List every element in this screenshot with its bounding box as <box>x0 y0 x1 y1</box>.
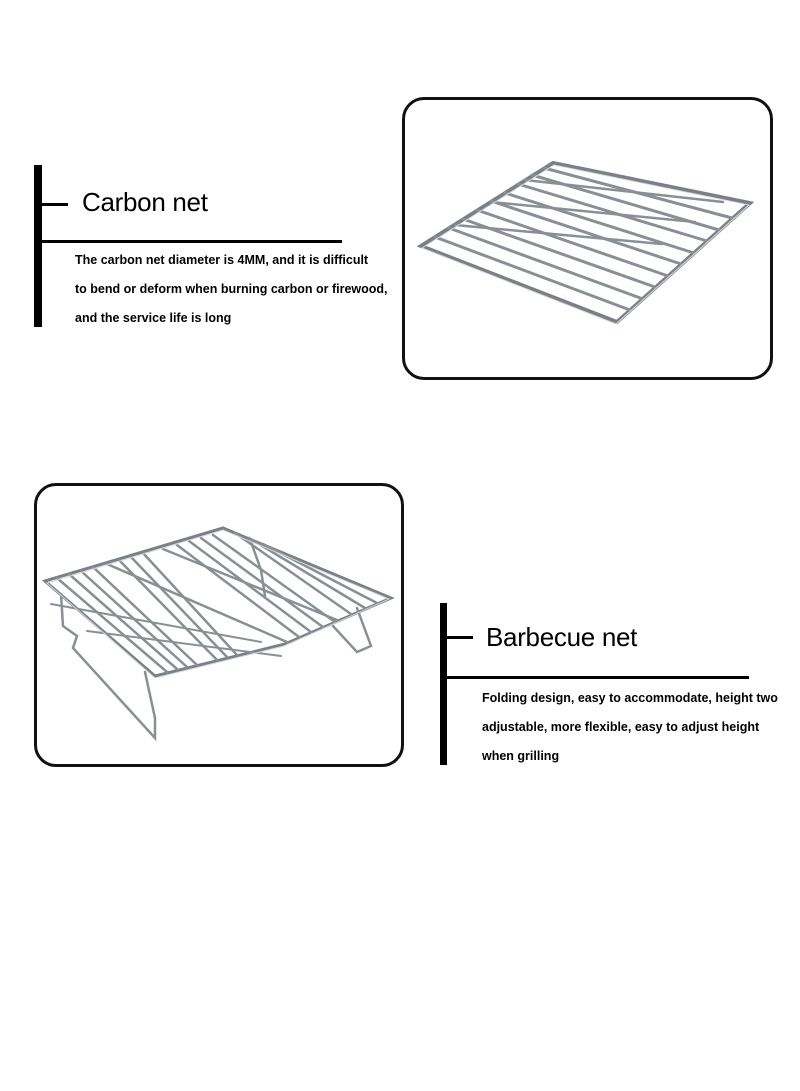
barbecue-net-description <box>482 684 778 771</box>
barbecue-net-underline <box>447 676 749 679</box>
carbon-net-image-frame <box>402 97 773 380</box>
carbon-net-description-line: to bend or deform when burning carbon or firewood, <box>75 282 388 296</box>
square-grill-grate-icon <box>405 100 770 377</box>
carbon-net-underline <box>42 240 342 243</box>
barbecue-net-description-line: adjustable, more flexible, easy to adjust height <box>482 720 760 734</box>
barbecue-net-description-line: when grilling <box>482 749 560 763</box>
folding-grill-rack-icon <box>37 486 401 764</box>
carbon-net-title: Carbon net <box>82 187 208 217</box>
carbon-net-description-line: The carbon net diameter is 4MM, and it is difficult <box>75 253 369 267</box>
carbon-net-heading-dash <box>42 203 68 206</box>
barbecue-net-image-frame <box>34 483 404 767</box>
barbecue-net-vertical-bar <box>440 603 447 765</box>
carbon-net-vertical-bar <box>34 165 42 327</box>
barbecue-net-heading-dash <box>447 636 473 639</box>
barbecue-net-title: Barbecue net <box>486 622 638 652</box>
carbon-net-description-line: and the service life is long <box>75 311 232 325</box>
barbecue-net-description-line: Folding design, easy to accommodate, height two <box>482 691 778 705</box>
carbon-net-description <box>75 246 388 333</box>
